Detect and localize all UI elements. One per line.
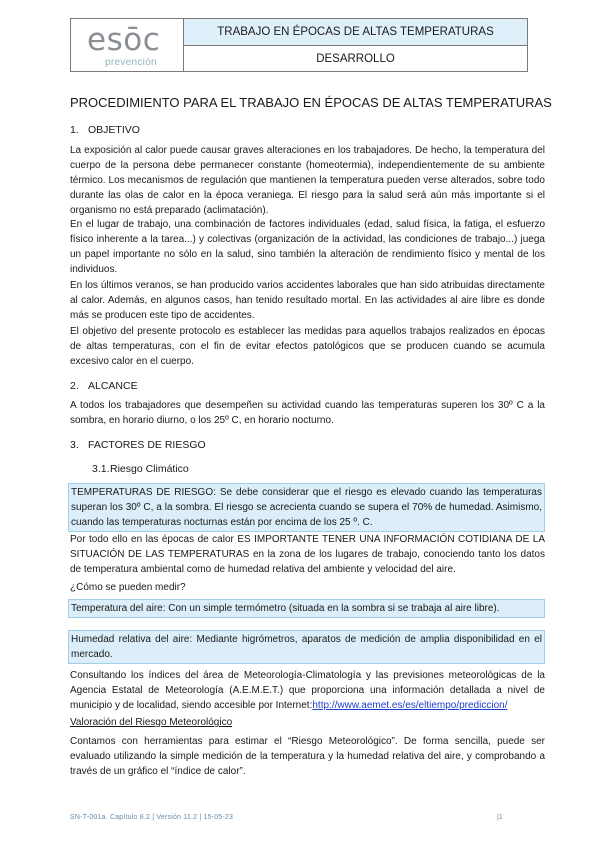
subsection-number: 3.1. bbox=[92, 463, 110, 475]
paragraph-valoracion: Contamos con herramientas para estimar el “Riesgo Meteorológico”. De forma sencilla, puede ser evaluado utilizando la simple medición de la temperatura y la humedad relativa del aire, y comprobando a través de un gráfico el “índice de calor”. bbox=[70, 736, 545, 777]
section-number: 2. bbox=[70, 380, 79, 392]
logo bbox=[71, 19, 184, 72]
section-heading-factores bbox=[70, 439, 206, 451]
aemet-text: Consultando los índices del área de Meteorología-Climatología y las previsiones meteorológicas de la Agencia Estatal de Meteorología (A.E.M.E.T.) que proporciona una información detallada a nivel de municipio y de localidad, siendo accesible por Internet: bbox=[70, 670, 545, 711]
section-heading-alcance bbox=[70, 380, 138, 392]
paragraph-aemet bbox=[70, 668, 545, 713]
logo-tagline: prevención bbox=[105, 57, 157, 68]
paragraph-informacion: Por todo ello en las épocas de calor ES IMPORTANTE TENER UNA INFORMACIÓN COTIDIANA DE LA SITUACIÓN DE LAS TEMPERATURAS en la zona de los lugares de trabajo, conociendo tanto los datos de temperatura ambiental como de humedad relativa del ambiente y velocidad del aire. bbox=[70, 534, 545, 575]
document-header bbox=[70, 18, 528, 72]
footer-page-number: |1 bbox=[497, 814, 503, 821]
question-como-medir: ¿Cómo se pueden medir? bbox=[70, 582, 186, 593]
header-subtitle: DESARROLLO bbox=[184, 46, 528, 72]
paragraph-objetivo-4: El objetivo del presente protocolo es establecer las medidas para aquellos trabajos realizados en épocas de altas temperaturas, con el fin de evitar efectos patológicos que se producen cuando se acumula excesivo calor en el cuerpo. bbox=[70, 326, 545, 367]
section-number: 3. bbox=[70, 439, 79, 451]
logo-wordmark: esōc bbox=[87, 22, 161, 58]
section-title: OBJETIVO bbox=[88, 124, 140, 136]
subsection-heading-climatico bbox=[92, 463, 189, 475]
highlight-box-temperatura-aire: Temperatura del aire: Con un simple termómetro (situada en la sombra si se trabaja al aire libre). bbox=[68, 599, 545, 618]
section-title: FACTORES DE RIESGO bbox=[88, 439, 206, 451]
paragraph-objetivo-3: En los últimos veranos, se han producido varios accidentes laborales que han sido atribuidas directamente al calor. Además, en algunos casos, han tenido resultado mortal. En las actividades al aire libre es donde más se producen este tipo de accidentes. bbox=[70, 280, 545, 321]
subsection-title: Riesgo Climático bbox=[110, 463, 189, 475]
section-heading-objetivo bbox=[70, 124, 140, 136]
section-title: ALCANCE bbox=[88, 380, 138, 392]
paragraph-objetivo-2: En el lugar de trabajo, una combinación de factores individuales (edad, salud física, la fatiga, el esfuerzo físico inherente a la tarea...) y colectivas (organización de la actividad, las condiciones de trabajo...) juega un papel importante no sólo en la salud, sino también la alteración de rendimiento físico y mental de los individuos. bbox=[70, 219, 545, 275]
page-title: PROCEDIMIENTO PARA EL TRABAJO EN ÉPOCAS DE ALTAS TEMPERATURAS bbox=[70, 95, 552, 110]
header-title: TRABAJO EN ÉPOCAS DE ALTAS TEMPERATURAS bbox=[184, 19, 528, 46]
aemet-link[interactable]: http://www.aemet.es/es/eltiempo/prediccion/ bbox=[312, 700, 508, 711]
section-number: 1. bbox=[70, 124, 79, 136]
highlight-box-humedad-relativa: Humedad relativa del aire: Mediante higrómetros, aparatos de medición de amplia disponibilidad en el mercado. bbox=[68, 630, 545, 664]
paragraph-alcance: A todos los trabajadores que desempeñen su actividad cuando las temperaturas superen los 30º C a la sombra, en horario diurno, o los 25º C, en horario nocturno. bbox=[70, 400, 545, 426]
valoracion-heading: Valoración del Riesgo Meteorológico bbox=[70, 717, 233, 728]
paragraph-objetivo-1: La exposición al calor puede causar graves alteraciones en los trabajadores. De hecho, la temperatura del cuerpo de la persona debe permanecer constante (homeotermia), independientemente de su ambiente térmico. Los mecanismos de regulación que mantienen la temperatura pueden verse alterados, sobre todo durante las olas de calor en la época veraniega. El riesgo para la salud será aún más importante si el organismo no está preparado (aclimatación). bbox=[70, 145, 545, 216]
highlight-box-temperaturas-riesgo: TEMPERATURAS DE RIESGO: Se debe considerar que el riesgo es elevado cuando las temperaturas superan los 30º C, a la sombra. El riesgo se acrecienta cuando se supera el 70% de humedad. Asimismo, cuando las temperaturas nocturnas están por encima de los 25 º. C. bbox=[68, 483, 545, 532]
footer-document-info: SN-T-001a. Capítulo 8.2 | Versión 11.2 | 15-05-23 bbox=[70, 814, 234, 821]
